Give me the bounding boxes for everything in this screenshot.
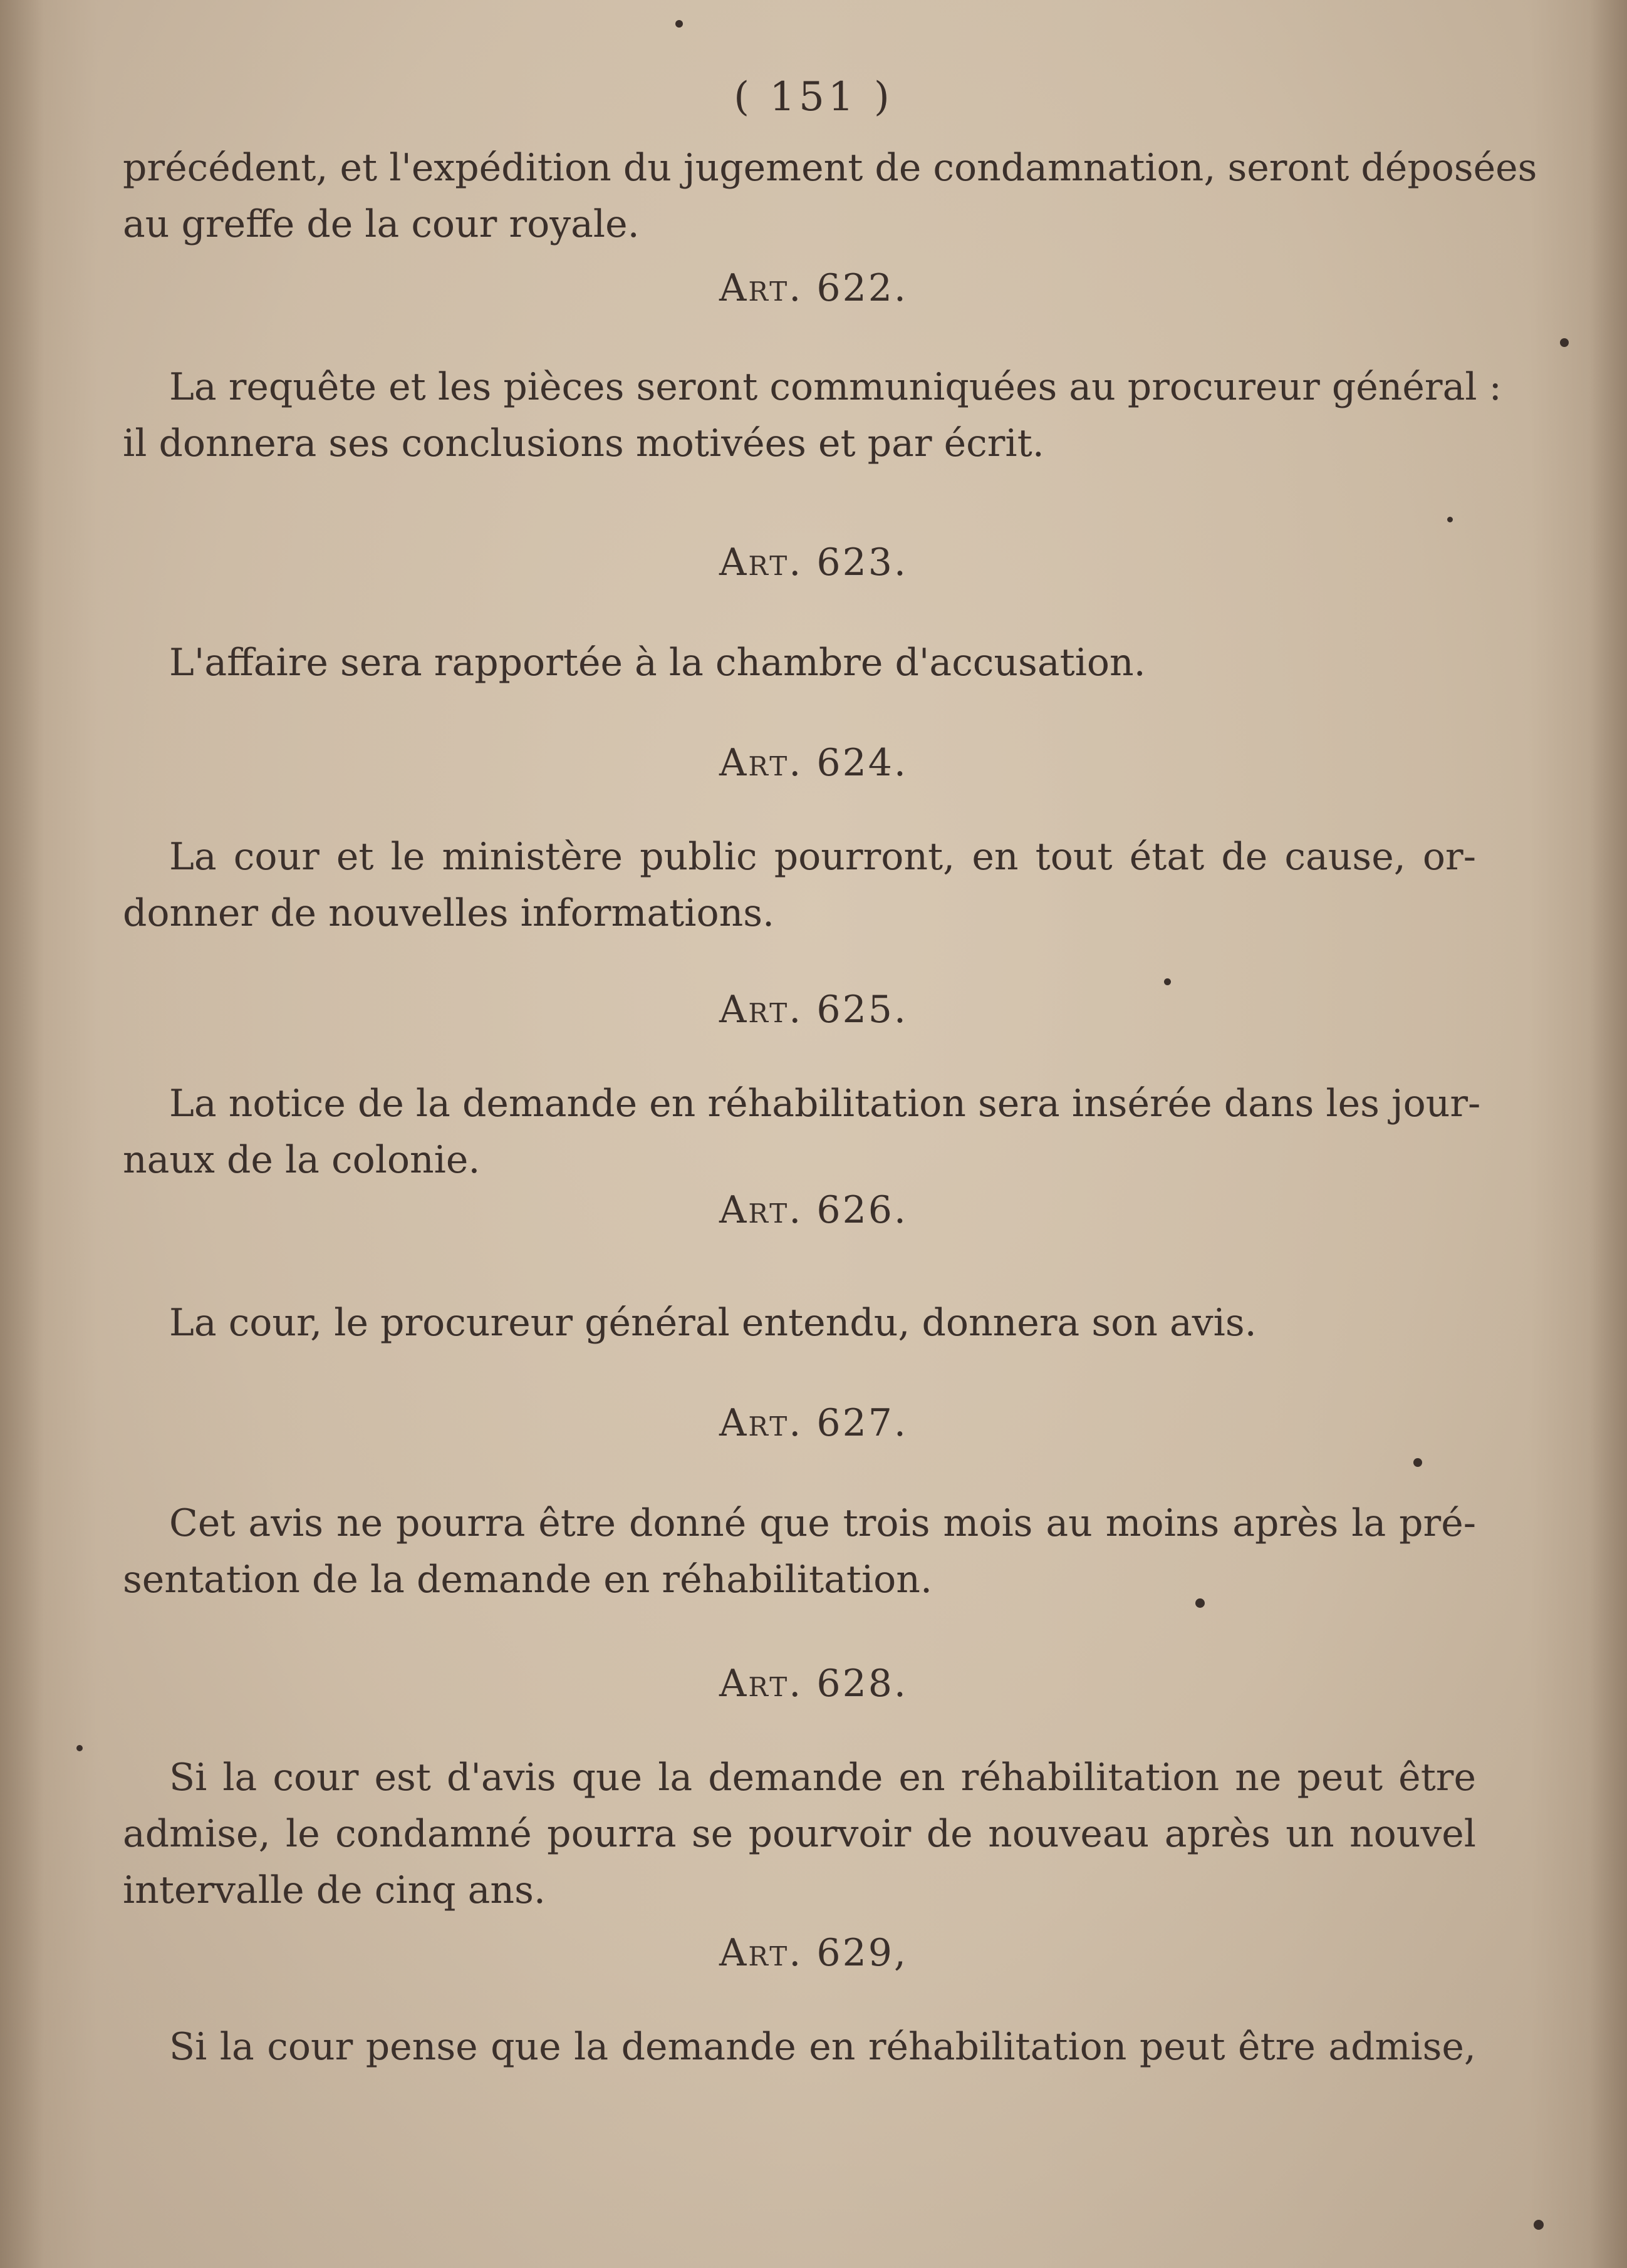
article-heading bbox=[0, 1928, 1627, 1978]
text-line: admise, le condamné pourra se pourvoir de nouveau après un nouvel bbox=[123, 1812, 1476, 1856]
ink-speck bbox=[1413, 1458, 1422, 1467]
article-heading-text: Art. 626. bbox=[719, 1188, 908, 1232]
ink-speck bbox=[1560, 338, 1569, 347]
ink-speck bbox=[1534, 2220, 1544, 2230]
ink-speck bbox=[76, 1745, 83, 1751]
text-line: naux de la colonie. bbox=[123, 1138, 481, 1182]
article-heading bbox=[0, 1398, 1627, 1448]
text-line: précédent, et l'expédition du jugement de condamnation, seront déposées bbox=[123, 146, 1537, 190]
text-line: donner de nouvelles informations. bbox=[123, 891, 775, 935]
article-heading bbox=[0, 1659, 1627, 1709]
text-line: Cet avis ne pourra être donné que trois mois au moins après la pré- bbox=[169, 1501, 1476, 1545]
text-line: sentation de la demande en réhabilitation. bbox=[123, 1558, 933, 1602]
ink-speck bbox=[675, 20, 683, 28]
ink-speck bbox=[1195, 1598, 1205, 1608]
article-heading bbox=[0, 537, 1627, 588]
ink-speck bbox=[1447, 517, 1453, 522]
text-line: intervalle de cinq ans. bbox=[123, 1868, 546, 1912]
page-number: ( 151 ) bbox=[734, 74, 893, 120]
text-line: au greffe de la cour royale. bbox=[123, 202, 640, 246]
article-heading-text: Art. 622. bbox=[719, 266, 908, 310]
article-heading-text: Art. 629, bbox=[719, 1931, 908, 1975]
text-line: il donnera ses conclusions motivées et par écrit. bbox=[123, 422, 1044, 465]
text-line: La cour, le procureur général entendu, donnera son avis. bbox=[169, 1301, 1257, 1345]
text-line: Si la cour pense que la demande en réhabilitation peut être admise, bbox=[169, 2025, 1476, 2069]
article-heading bbox=[0, 738, 1627, 788]
article-heading bbox=[0, 1185, 1627, 1235]
article-heading-text: Art. 625. bbox=[719, 988, 908, 1032]
ink-speck bbox=[1164, 978, 1171, 985]
text-line: La cour et le ministère public pourront, en tout état de cause, or- bbox=[169, 835, 1476, 879]
article-heading-text: Art. 627. bbox=[719, 1401, 908, 1445]
text-line: La notice de la demande en réhabilitation sera insérée dans les jour- bbox=[169, 1082, 1481, 1126]
text-line: La requête et les pièces seront communiquées au procureur général : bbox=[169, 365, 1502, 409]
article-heading-text: Art. 624. bbox=[719, 741, 908, 785]
article-heading bbox=[0, 985, 1627, 1035]
text-line: Si la cour est d'avis que la demande en réhabilitation ne peut être bbox=[169, 1756, 1476, 1799]
article-heading bbox=[0, 263, 1627, 313]
text-line: L'affaire sera rapportée à la chambre d'accusation. bbox=[169, 641, 1146, 685]
article-heading-text: Art. 628. bbox=[719, 1662, 908, 1706]
article-heading-text: Art. 623. bbox=[719, 541, 908, 584]
